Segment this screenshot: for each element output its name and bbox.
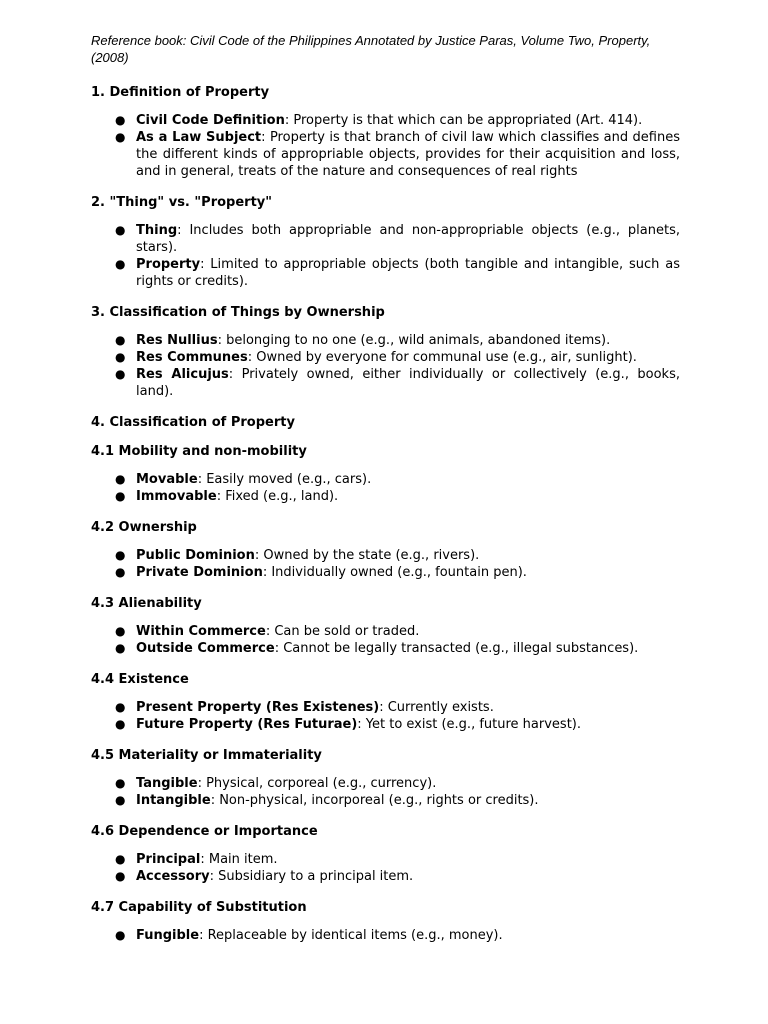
item-description: : Currently exists. xyxy=(379,700,494,715)
bullet-icon: ● xyxy=(115,565,126,579)
bullet-icon: ● xyxy=(115,717,126,731)
section-heading: 4.4 Existence xyxy=(91,672,189,687)
bullet-list xyxy=(91,623,680,657)
section-heading: 4. Classification of Property xyxy=(91,415,295,430)
bullet-icon: ● xyxy=(115,257,126,271)
list-item xyxy=(91,716,680,733)
item-description: : Cannot be legally transacted (e.g., illegal substances). xyxy=(274,641,639,656)
item-term: Thing xyxy=(136,223,178,238)
document-body xyxy=(91,84,680,944)
list-item xyxy=(91,547,680,564)
bullet-list xyxy=(91,699,680,733)
section-heading: 4.7 Capability of Substitution xyxy=(91,900,307,915)
bullet-list xyxy=(91,332,680,400)
list-item xyxy=(91,471,680,488)
bullet-icon: ● xyxy=(115,367,126,381)
bullet-icon: ● xyxy=(115,641,126,655)
bullet-list xyxy=(91,222,680,290)
item-term: Fungible xyxy=(136,928,200,943)
section-heading: 3. Classification of Things by Ownership xyxy=(91,305,385,320)
reference-line: Reference book: Civil Code of the Philippines Annotated by Justice Paras, Volume Two, Property, (2008) xyxy=(91,33,651,65)
item-description: : Individually owned (e.g., fountain pen). xyxy=(262,565,527,580)
list-item xyxy=(91,927,680,944)
list-item xyxy=(91,792,680,809)
item-term: Private Dominion xyxy=(136,565,263,580)
item-term: Intangible xyxy=(136,793,211,808)
item-term: As a Law Subject xyxy=(136,130,262,145)
section-heading: 4.3 Alienability xyxy=(91,596,202,611)
list-item xyxy=(91,112,680,129)
item-term: Immovable xyxy=(136,489,217,504)
list-item xyxy=(91,851,680,868)
bullet-icon: ● xyxy=(115,113,126,127)
bullet-list xyxy=(91,927,680,944)
item-term: Public Dominion xyxy=(136,548,255,563)
section-heading: 4.1 Mobility and non-mobility xyxy=(91,444,307,459)
section-heading: 4.2 Ownership xyxy=(91,520,197,535)
list-item xyxy=(91,222,680,256)
bullet-icon: ● xyxy=(115,700,126,714)
item-description: : Main item. xyxy=(200,852,278,867)
item-description: : Replaceable by identical items (e.g., money). xyxy=(199,928,503,943)
item-description: : Yet to exist (e.g., future harvest). xyxy=(357,717,581,732)
bullet-icon: ● xyxy=(115,776,126,790)
section-heading: 4.6 Dependence or Importance xyxy=(91,824,318,839)
item-term: Res Alicujus xyxy=(136,367,229,382)
item-description: : Easily moved (e.g., cars). xyxy=(197,472,372,487)
bullet-icon: ● xyxy=(115,130,126,144)
item-description: : Fixed (e.g., land). xyxy=(216,489,339,504)
list-item xyxy=(91,868,680,885)
list-item xyxy=(91,366,680,400)
list-item xyxy=(91,332,680,349)
item-description: : Subsidiary to a principal item. xyxy=(209,869,414,884)
item-term: Within Commerce xyxy=(136,624,266,639)
item-description: : Owned by the state (e.g., rivers). xyxy=(254,548,480,563)
bullet-icon: ● xyxy=(115,350,126,364)
item-term: Property xyxy=(136,257,201,272)
item-description: : Limited to appropriable objects (both tangible and intangible, such as rights or credits). xyxy=(136,257,680,289)
bullet-icon: ● xyxy=(115,793,126,807)
list-item xyxy=(91,623,680,640)
item-term: Res Communes xyxy=(136,350,248,365)
item-term: Civil Code Definition xyxy=(136,113,285,128)
list-item xyxy=(91,256,680,290)
section-heading: 4.5 Materiality or Immateriality xyxy=(91,748,322,763)
item-description: : Property is that which can be appropriated (Art. 414). xyxy=(284,113,643,128)
item-description: : Includes both appropriable and non-appropriable objects (e.g., planets, stars). xyxy=(136,223,680,255)
bullet-icon: ● xyxy=(115,223,126,237)
bullet-icon: ● xyxy=(115,548,126,562)
bullet-icon: ● xyxy=(115,333,126,347)
section-heading: 2. "Thing" vs. "Property" xyxy=(91,195,273,210)
item-description: : Privately owned, either individually or collectively (e.g., books, land). xyxy=(136,367,680,399)
bullet-icon: ● xyxy=(115,624,126,638)
bullet-list xyxy=(91,471,680,505)
bullet-icon: ● xyxy=(115,928,126,942)
list-item xyxy=(91,640,680,657)
item-description: : Can be sold or traded. xyxy=(265,624,420,639)
item-term: Present Property (Res Existenes) xyxy=(136,700,380,715)
bullet-icon: ● xyxy=(115,472,126,486)
bullet-list xyxy=(91,851,680,885)
bullet-list xyxy=(91,112,680,180)
list-item xyxy=(91,564,680,581)
item-term: Principal xyxy=(136,852,201,867)
bullet-icon: ● xyxy=(115,869,126,883)
item-term: Res Nullius xyxy=(136,333,218,348)
item-term: Accessory xyxy=(136,869,210,884)
list-item xyxy=(91,488,680,505)
item-term: Tangible xyxy=(136,776,198,791)
bullet-icon: ● xyxy=(115,489,126,503)
bullet-list xyxy=(91,775,680,809)
list-item xyxy=(91,775,680,792)
list-item xyxy=(91,129,680,180)
section-heading: 1. Definition of Property xyxy=(91,85,270,100)
item-term: Future Property (Res Futurae) xyxy=(136,717,358,732)
item-description: : Property is that branch of civil law which classifies and defines the different kinds of appropriable objects, provides for their acquisition and loss, and in general, treats of the nature and consequences of real rights xyxy=(136,130,680,179)
list-item xyxy=(91,349,680,366)
item-term: Outside Commerce xyxy=(136,641,275,656)
bullet-list xyxy=(91,547,680,581)
item-description: : Owned by everyone for communal use (e.g., air, sunlight). xyxy=(247,350,637,365)
item-description: : Non-physical, incorporeal (e.g., rights or credits). xyxy=(210,793,539,808)
bullet-icon: ● xyxy=(115,852,126,866)
list-item xyxy=(91,699,680,716)
item-description: : Physical, corporeal (e.g., currency). xyxy=(197,776,437,791)
item-term: Movable xyxy=(136,472,198,487)
document-page xyxy=(91,32,680,958)
item-description: : belonging to no one (e.g., wild animals, abandoned items). xyxy=(217,333,611,348)
